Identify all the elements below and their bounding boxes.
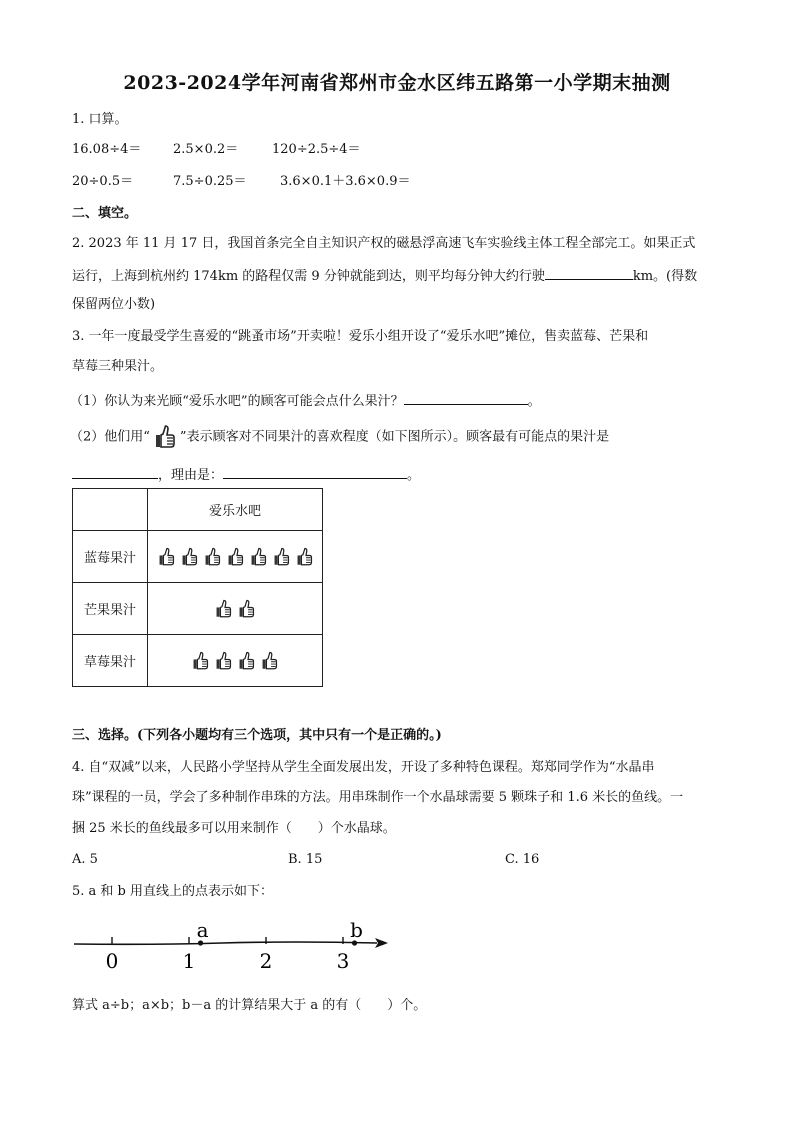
q5-line: 5. a 和 b 用直线上的点表示如下： [72, 884, 274, 899]
q3-text: ”表示顾客对不同果汁的喜欢程度（如下图所示）。顾客最有可能点的果汁是 [179, 429, 610, 445]
q1-item: 120÷2.5÷4＝ [272, 142, 361, 157]
q4-line: 捆 25 米长的鱼线最多可以用来制作（ ）个水晶球。 [72, 821, 396, 836]
answer-blank[interactable] [545, 265, 633, 280]
thumbs-up-icon [250, 546, 267, 568]
q3-text: ，理由是： [158, 468, 224, 483]
thumbs-up-icon [227, 546, 244, 568]
q2-line: 保留两位小数) [72, 297, 156, 312]
q1-item: 3.6×0.1＋3.6×0.9＝ [280, 174, 411, 189]
thumbs-up-icon [154, 424, 176, 450]
thumb-cell [148, 531, 323, 583]
q2-text: 运行，上海到杭州约 174km 的路程仅需 9 分钟就能到达，则平均每分钟大约行驶 [72, 269, 545, 284]
q1-item: 20÷0.5＝ [72, 174, 134, 189]
table-corner-cell [73, 489, 148, 531]
table-title-cell: 爱乐水吧 [148, 489, 323, 531]
thumbs-up-icon [238, 598, 255, 620]
point-a-label: a [196, 918, 209, 942]
thumbs-up-icon [192, 650, 209, 672]
option-a[interactable]: A. 5 [72, 852, 98, 867]
thumbs-up-icon [273, 546, 290, 568]
q3-reason [72, 464, 420, 486]
point-b-label: b [350, 918, 363, 942]
q4-line: 4. 自“双减”以来，人民路小学坚持从学生全面发展出发，开设了多种特色课程。郑郑同学作为“水晶串 [72, 760, 655, 775]
q1-item: 2.5×0.2＝ [173, 142, 239, 157]
answer-blank[interactable] [404, 390, 528, 405]
q3-text: （2）他们用“ [70, 429, 150, 445]
number-line-axis [74, 942, 377, 944]
q1-heading: 1. 口算。 [72, 112, 128, 127]
q2-text: km。(得数 [632, 269, 698, 284]
option-c[interactable]: C. 16 [505, 852, 540, 867]
row-label: 芒果果汁 [73, 583, 148, 635]
table-row [73, 583, 323, 635]
thumbs-up-icon [181, 546, 198, 568]
q1-item: 16.08÷4＝ [72, 142, 142, 157]
table-row [73, 635, 323, 687]
thumbs-up-icon [238, 650, 255, 672]
thumbs-up-icon [215, 598, 232, 620]
q3-line: 3. 一年一度最受学生喜爱的“跳蚤市场”开卖啦！爱乐小组开设了“爱乐水吧”摊位，售卖蓝莓、芒果和 [72, 329, 649, 344]
q2-line [72, 265, 697, 287]
thumbs-up-icon [261, 650, 278, 672]
thumb-cell [148, 583, 323, 635]
row-label: 蓝莓果汁 [73, 531, 148, 583]
tick-label: 0 [105, 949, 119, 973]
q3-line: 草莓三种果汁。 [72, 359, 164, 374]
thumb-cell [148, 635, 323, 687]
tick-label: 1 [182, 949, 196, 973]
row-label: 草莓果汁 [73, 635, 148, 687]
answer-blank[interactable] [72, 464, 158, 479]
thumbs-up-icon [296, 546, 313, 568]
thumbs-up-icon [204, 546, 221, 568]
page-title: 2023-2024学年河南省郑州市金水区纬五路第一小学期末抽测 [123, 72, 671, 94]
thumbs-up-icon [158, 546, 175, 568]
pictograph-table [72, 488, 323, 687]
section-3-heading: 三、选择。(下列各小题均有三个选项，其中只有一个是正确的。) [72, 728, 442, 743]
q2-line: 2. 2023 年 11 月 17 日，我国首条完全自主知识产权的磁悬浮高速飞车实验线主体工程全部完工。如果正式 [72, 236, 696, 251]
q4-line: 珠”课程的一员，学会了多种制作串珠的方法。用串珠制作一个水晶球需要 5 颗珠子和 1.6 米长的鱼线。一 [72, 790, 684, 805]
thumbs-group [148, 650, 322, 672]
thumbs-group [148, 546, 322, 568]
table-row [73, 531, 323, 583]
q3-text: （1）你认为来光顾“爱乐水吧”的顾客可能会点什么果汁？ [70, 394, 404, 409]
number-line [72, 918, 392, 976]
q1-item: 7.5÷0.25＝ [173, 174, 247, 189]
tick-label: 2 [259, 949, 273, 973]
q3-text: 。 [527, 394, 541, 409]
q3-sub2 [70, 424, 609, 450]
q3-text: 。 [407, 468, 421, 483]
q3-sub1 [70, 390, 541, 412]
option-b[interactable]: B. 15 [288, 852, 323, 867]
tick-label: 3 [336, 949, 350, 973]
section-2-heading: 二、填空。 [72, 206, 138, 221]
thumbs-group [148, 598, 322, 620]
answer-blank[interactable] [223, 464, 407, 479]
thumbs-up-icon [215, 650, 232, 672]
q5-line: 算式 a÷b；a×b；b－a 的计算结果大于 a 的有（ ）个。 [72, 998, 427, 1013]
